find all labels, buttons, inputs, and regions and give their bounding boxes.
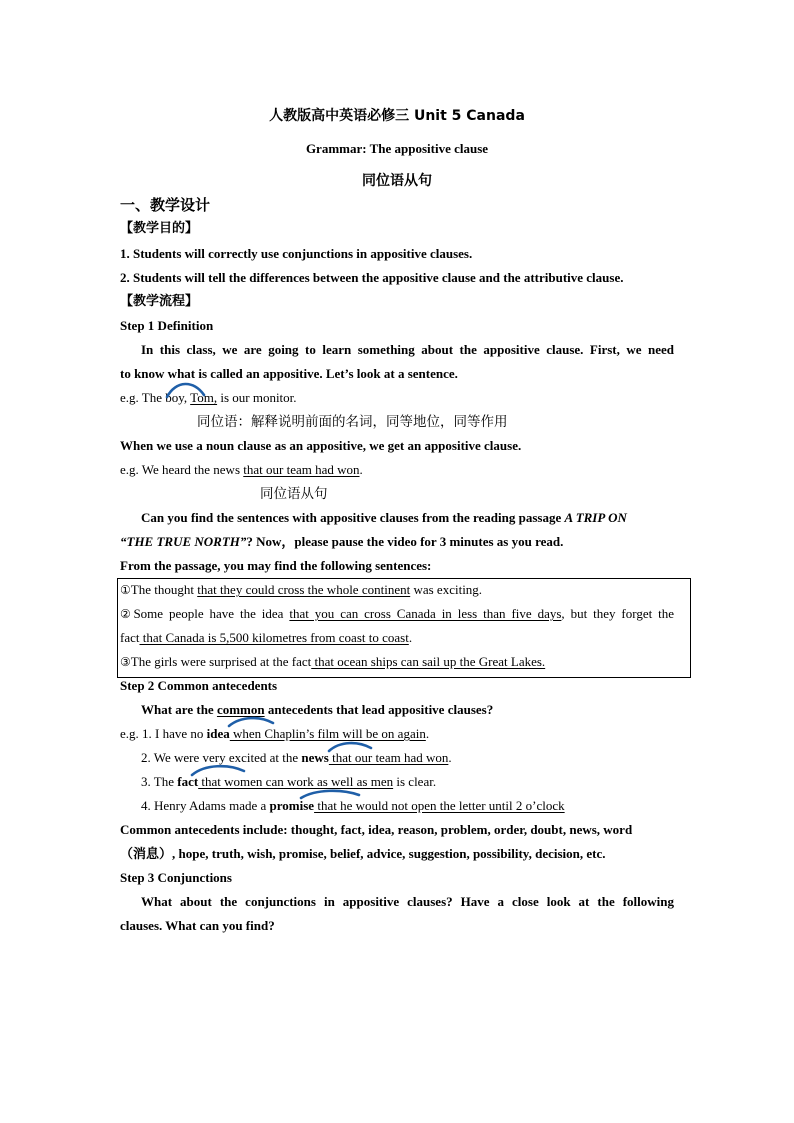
reading-question-line1 (141, 506, 627, 530)
antecedent-noun: news (301, 750, 329, 765)
circled-number: ① (120, 583, 131, 597)
appositive-clause: that they could cross the whole continent (197, 582, 411, 597)
circled-number: ② (120, 607, 134, 621)
arc-annotation (164, 380, 208, 400)
step2-title: Step 2 Common antecedents (120, 678, 278, 693)
antecedent-noun: fact (177, 774, 199, 789)
section-heading: 一、教学设计 (120, 196, 211, 214)
box-sentence-2-continued (120, 626, 412, 650)
box-sentence-3 (120, 650, 545, 674)
step3-title: Step 3 Conjunctions (120, 870, 232, 885)
document-subtitle: Grammar: The appositive clause (305, 141, 489, 156)
appositive-clause: that you can cross Canada in less than five days (289, 606, 562, 621)
document-title (0, 104, 794, 129)
step3-paragraph-line2: clauses. What can you find? (120, 918, 275, 933)
text-span: is clear. (393, 774, 437, 789)
objectives-label: 【教学目的】 (120, 221, 199, 236)
text-span: . (359, 462, 363, 477)
step1-paragraph-line1: In this class, we are going to learn something about the appositive clause. First, we need (141, 342, 674, 357)
step2-question (141, 698, 493, 722)
process-label: 【教学流程】 (120, 294, 199, 309)
circled-number: ③ (120, 655, 131, 669)
text-span: . (448, 750, 452, 765)
step1-paragraph-line2: to know what is called an appositive. Let’s look at a sentence. (120, 366, 458, 381)
appositive-clause: that Canada is 5,500 kilometres from coast to coast (139, 630, 409, 645)
common-antecedents-line2 (120, 842, 606, 867)
appositive-clause: when Chaplin’s film will be on again (229, 726, 426, 741)
step1-title: Step 1 Definition (120, 318, 214, 333)
objective-1: 1. Students will correctly use conjunctions in appositive clauses. (120, 246, 473, 261)
appositive-clause: that our team had won (328, 750, 449, 765)
chinese-note-1: 同位语：解释说明前面的名词，同等地位，同等作用 (197, 414, 508, 430)
arc-annotation (189, 763, 247, 779)
text-span: e.g. The boy, (120, 390, 191, 405)
document-subtitle-cn: 同位语从句 (362, 173, 432, 189)
text-span: is our monitor. (217, 390, 297, 405)
reading-question-line2 (120, 530, 563, 554)
arc-annotation (298, 787, 362, 801)
example-sentence-1 (120, 386, 297, 410)
text-span: antecedents that lead appositive clauses? (264, 702, 494, 717)
text-span: e.g. 1. I have no (120, 726, 207, 741)
antecedent-example-3 (141, 770, 436, 794)
text-span: The girls were surprised at the fact (130, 654, 312, 669)
example-sentence-2 (120, 458, 363, 482)
text-span: fact (120, 630, 140, 645)
appositive-text: Tom, (190, 390, 218, 405)
arc-annotation (326, 739, 374, 755)
antecedent-noun: idea (206, 726, 230, 741)
text-span: 3. The (141, 774, 178, 789)
appositive-clause: that our team had won (243, 462, 360, 477)
box-sentence-1 (120, 578, 482, 602)
text-span: Some people have the idea (133, 606, 290, 621)
text-span: 4. Henry Adams made a (141, 798, 270, 813)
text-span: What are the (141, 702, 217, 717)
step3-paragraph-line1: What about the conjunctions in appositive clauses? Have a close look at the following (141, 894, 674, 909)
text-span: , but they forget the (561, 606, 675, 621)
common-antecedents-line1: Common antecedents include: thought, fact, idea, reason, problem, order, doubt, news, word (120, 822, 633, 837)
title-text: 人教版高中英语必修三 Unit 5 Canada (269, 108, 525, 124)
passage-title: A TRIP ON (564, 510, 627, 525)
appositive-clause: that ocean ships can sail up the Great Lakes. (311, 654, 546, 669)
text-span: . (425, 726, 430, 741)
text-span: ? Now，please pause the video for 3 minutes as you read. (246, 534, 564, 549)
passage-title: “THE TRUE NORTH” (120, 534, 247, 549)
antecedent-example-2 (141, 746, 452, 770)
box-sentence-2 (120, 602, 674, 626)
text-span: 2. We were very excited at the (141, 750, 302, 765)
antecedent-noun: promise (269, 798, 315, 813)
from-passage-text: From the passage, you may find the following sentences: (120, 558, 432, 573)
text-span: e.g. We heard the news (120, 462, 244, 477)
text-span: . (408, 630, 413, 645)
arc-annotation (226, 714, 276, 730)
appositive-clause: that women can work as well as men (198, 774, 394, 789)
noun-clause-sentence: When we use a noun clause as an appositive, we get an appositive clause. (120, 438, 522, 453)
objective-2: 2. Students will tell the differences between the appositive clause and the attributive clause. (120, 270, 624, 285)
text-span: was exciting. (410, 582, 483, 597)
emphasized-word: common (216, 702, 265, 717)
text-span: , hope, truth, wish, promise, belief, advice, suggestion, possibility, decision, etc. (172, 846, 606, 861)
text-span: Can you find the sentences with appositive clauses from the reading passage (141, 510, 565, 525)
chinese-gloss: （消息） (120, 847, 173, 862)
text-span: The thought (130, 582, 198, 597)
appositive-clause: that he would not open the letter until 2 o’clock (314, 798, 565, 813)
chinese-note-2: 同位语从句 (260, 486, 328, 502)
